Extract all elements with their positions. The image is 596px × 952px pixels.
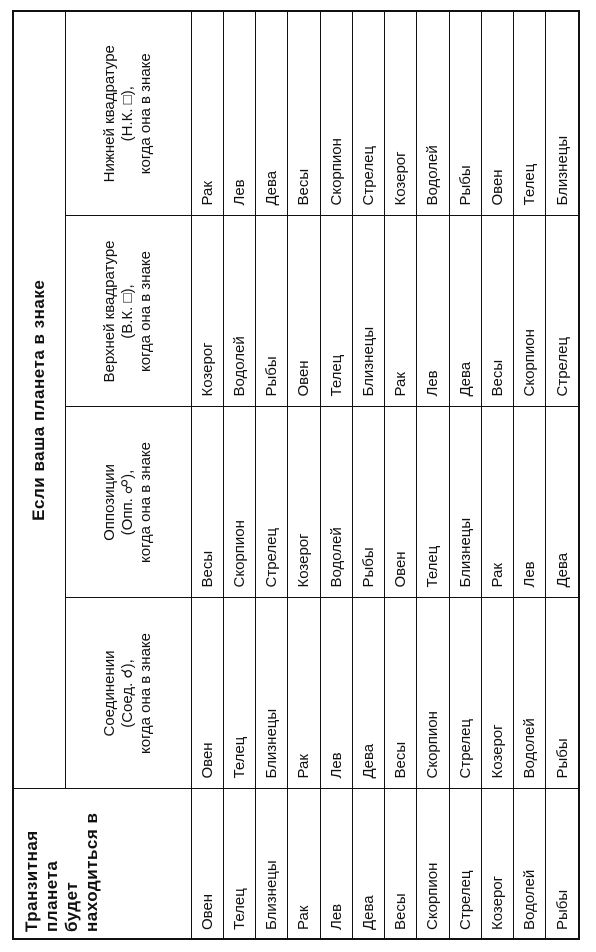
sign-cell: Овен [481,11,513,216]
table-row [320,11,352,939]
sign-cell: Рыбы [352,407,384,598]
table-row [449,11,481,939]
sign-cell: Рак [385,216,417,407]
table-row [352,11,384,939]
sign-cell: Водолей [320,407,352,598]
sign-cell: Лев [417,216,449,407]
column-header-2 [65,407,191,598]
transit-aspects-table [12,10,580,940]
column-header-line2: (Опп. ☍), [119,469,136,536]
table-row [191,11,223,939]
column-header-line3: когда она в знаке [137,442,154,563]
sign-cell: Дева [352,598,384,789]
column-header-line2: (Н.К. □), [119,86,136,142]
transit-sign-cell: Близнецы [256,789,288,939]
your-planet-header: Если ваша планета в знаке [13,11,65,789]
sign-cell: Весы [288,11,320,216]
transit-sign-cell: Козерог [481,789,513,939]
transit-sign-cell: Водолей [514,789,546,939]
column-header-3 [65,216,191,407]
transit-sign-cell: Рыбы [546,789,579,939]
transit-sign-cell: Стрелец [449,789,481,939]
table-row [385,11,417,939]
sign-cell: Дева [546,407,579,598]
sign-cell: Близнецы [449,407,481,598]
transit-planet-header-line2: будет находиться в [62,812,101,932]
sign-cell: Лев [223,11,255,216]
sign-cell: Близнецы [256,598,288,789]
column-header-line1: Нижней квадратуре [101,45,118,183]
sign-cell: Телец [514,11,546,216]
column-header-line3: когда она в знаке [137,53,154,175]
sign-cell: Овен [385,407,417,598]
transit-sign-cell: Весы [385,789,417,939]
column-header-line2: (В.К. □), [119,284,136,339]
transit-sign-cell: Скорпион [417,789,449,939]
transit-sign-cell: Дева [352,789,384,939]
sign-cell: Рак [481,407,513,598]
table-row [223,11,255,939]
column-header-line1: Соединении [101,650,118,737]
transit-planet-header-line1: Транзитная планета [22,830,61,932]
sign-cell: Козерог [481,598,513,789]
column-header-1 [65,598,191,789]
sign-cell: Козерог [191,216,223,407]
table-row [546,11,579,939]
sign-cell: Дева [449,216,481,407]
sign-cell: Водолей [417,11,449,216]
sign-cell: Весы [481,216,513,407]
sign-cell: Телец [223,598,255,789]
sign-cell: Козерог [288,407,320,598]
sign-cell: Скорпион [223,407,255,598]
sign-cell: Лев [514,407,546,598]
sign-cell: Стрелец [546,216,579,407]
sign-cell: Дева [256,11,288,216]
column-header-line3: когда она в знаке [137,251,154,372]
table-row [481,11,513,939]
sign-cell: Овен [191,598,223,789]
sign-cell: Рыбы [546,598,579,789]
sign-cell: Козерог [385,11,417,216]
sign-cell: Рыбы [256,216,288,407]
sign-cell: Скорпион [514,216,546,407]
sign-cell: Стрелец [449,598,481,789]
transit-planet-header [13,789,191,939]
sign-cell: Весы [385,598,417,789]
column-header-line1: Верхней квадратуре [101,240,118,383]
sign-cell: Рыбы [449,11,481,216]
transit-sign-cell: Овен [191,789,223,939]
table-row [288,11,320,939]
sign-cell: Водолей [223,216,255,407]
sign-cell: Весы [191,407,223,598]
sign-cell: Лев [320,598,352,789]
sign-cell: Скорпион [320,11,352,216]
sign-cell: Близнецы [352,216,384,407]
sign-cell: Стрелец [352,11,384,216]
sign-cell: Водолей [514,598,546,789]
transit-sign-cell: Телец [223,789,255,939]
table-row [256,11,288,939]
column-header-line3: когда она в знаке [137,633,154,754]
column-header-line1: Оппозиции [101,464,118,541]
column-header-4 [65,11,191,216]
table-row [514,11,546,939]
sign-cell: Телец [320,216,352,407]
sign-cell: Стрелец [256,407,288,598]
sign-cell: Рак [288,598,320,789]
sign-cell: Телец [417,407,449,598]
table-row [417,11,449,939]
column-header-line2: (Соед. ☌), [119,659,136,728]
transit-sign-cell: Рак [288,789,320,939]
sign-cell: Овен [288,216,320,407]
transit-sign-cell: Лев [320,789,352,939]
sign-cell: Близнецы [546,11,579,216]
sign-cell: Скорпион [417,598,449,789]
sign-cell: Рак [191,11,223,216]
